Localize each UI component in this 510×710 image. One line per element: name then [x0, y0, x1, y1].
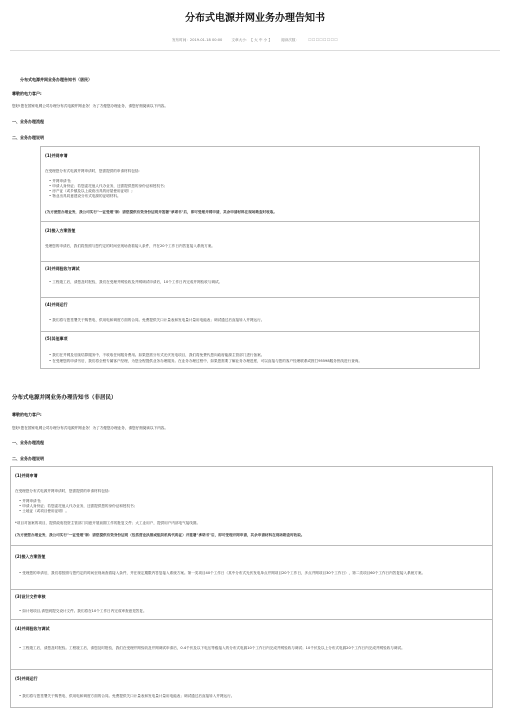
block-line: 在受理您分布式电源并网申请时，您需提供的申请材料包括: [45, 169, 140, 173]
part2-desc-heading: 二、业务办理说明 [12, 456, 44, 461]
published-date: 发布时间：2019-01-18 00:00 [171, 38, 223, 42]
part1-block-4 [41, 297, 479, 332]
block-line: *项目对备案的项目，提供政府投资主管部门同意开展前期工作的批复文件；大工业用户，提供用户内部电气接线图。 [15, 521, 201, 525]
block-heading: (3)并网验收与调试 [45, 266, 80, 271]
block-heading: (4)并网验收与调试 [15, 626, 50, 631]
block-line: (为方便您办理业务，我公司实行"一证受理"制：请您提供有效身份证明并签署"承诺书"后，即可受理并网申请，其余申请材料在现场勘查时收取。 [45, 210, 277, 214]
part2-flow-heading: 一、业务办理流程 [12, 440, 44, 445]
page-title: 分布式电源并网业务办理告知书 [185, 13, 325, 24]
block-heading: (1)并网申请 [15, 473, 38, 478]
block-line: • 受理您的申请后，我们将按照与您约定的时间至现场查看接入条件，并在规定期限内答复接入系统方案。第一类项目40个工作日（其中分布式光伏发电单点并网项目20个工作日，多点并网项目30个工作日），第二类项目60个工作日内答复接入系统方案。 [19, 571, 426, 575]
part1-subtitle: 分布式电源并网业务办理告知书（居民） [20, 77, 92, 82]
block-line: • 土地证（或项目使用证明）。 [19, 509, 69, 513]
part2-block-2 [11, 545, 492, 590]
part1-block-2 [41, 221, 479, 262]
title-divider [10, 50, 500, 51]
block-line: • 并网申请书; [49, 179, 72, 183]
block-line: • 我们在并网及后续结算服务中，不收取任何服务费用。如果您需分布式光伏发电项目，我们将免费代您向政府能源主管部门进行备案。 [49, 353, 265, 357]
article-meta [0, 37, 510, 43]
part2-info-table [10, 466, 493, 708]
part1-block-3 [41, 261, 479, 298]
view-count: 阅读次数： [281, 38, 300, 42]
part2-intro: 您好!您在国家电网公司办理分布式电源并网业务！为了方便您办理业务，请您仔细阅读以下内容。 [12, 426, 168, 430]
block-heading: (2)接入方案答复 [15, 554, 46, 559]
block-line: • 工程竣工后，请您及时报验，我们在受理并网验收及并网调试申请后，10个工作日内完成并网验收与调试。 [49, 280, 223, 284]
block-heading: (3)设计文件审核 [15, 594, 46, 599]
part2-block-3 [11, 589, 492, 620]
part2-block-1 [11, 467, 492, 545]
block-line: • 在受理您的申请书后，我们将全程专属客户经理，为您全程提供业务办理服务。在业务办理过程中，如果您需要了解业务办理进度，可以直接与您的客户经理联系或拨打95598服务热线进行查询。 [49, 359, 362, 363]
block-heading: (2)接入方案答复 [45, 228, 76, 233]
part2-subtitle: 分布式电源并网业务办理告知书（非居民） [12, 395, 117, 401]
block-line: • 房产证（或乡镇及以上政府出具的房屋使用证明）; [49, 189, 133, 193]
part1-flow-heading: 一、业务办理流程 [12, 119, 44, 124]
block-line: • 物业出具同意建设分布式电源的证明材料。 [49, 194, 121, 198]
part1-intro: 您好!您在国家电网公司办理分布式电源并网业务！为了方便您办理业务，请您仔细阅读以下内容。 [12, 104, 168, 108]
block-line: 在受理您分布式电源并网申请时，您需提供的申请材料包括: [15, 489, 110, 493]
block-line: • 并网申请书; [19, 499, 42, 503]
block-line: • 申请人身份证；若您委托他人代办业务，还需提供您的身份证和授权书; [19, 504, 135, 508]
block-line: 受理您的申请后，我们将按照与您约定的时间至现场查看接入条件，并在20个工作日内答复接入系统方案。 [45, 244, 215, 248]
share-icons[interactable]: ☐☐☐☐☐☐☐☐ [308, 38, 339, 42]
part2-block-4 [11, 619, 492, 670]
block-line: • 我们将与您签署关于购售电、供用电和调度方面的合同。免费提供关口计量表和发电量计量用电能表；调试通过后直接转入并网运行。 [19, 694, 235, 698]
block-heading: (4)并网运行 [45, 302, 68, 307]
font-size-switch[interactable]: 文章大小：【 大 中 小 】 [231, 38, 272, 42]
part1-info-table [40, 146, 480, 369]
part1-block-5 [41, 331, 479, 371]
part2-greeting: 尊敬的电力客户: [12, 412, 42, 417]
block-line: • 申请人身份证；若您委托他人代办业务，还需提供您的身份证和授权书; [49, 184, 165, 188]
block-line: • 工程竣工后，请您及时报验。工程竣工后，请您及时报验，我们在受理并网验收及并网调试申请后，0.4千伏及以下电压等级接入的分布式电源10个工作日内完成并网验收与调试；10千伏及以上分布式电源20个工作日内完成并网验收与调试。 [19, 646, 405, 650]
part1-greeting: 尊敬的电力客户: [12, 91, 42, 96]
part1-desc-heading: 二、业务办理说明 [12, 135, 44, 140]
block-line: • 如计划项目,请您到提交设计文件。我们将在10个工作日内完成审查意见答复。 [19, 609, 147, 613]
part2-block-5 [11, 669, 492, 710]
block-heading: (5)并网运行 [15, 676, 38, 681]
block-heading: (1)并网申请 [45, 153, 68, 158]
part1-block-1 [41, 147, 479, 221]
block-line: • 我们将与您签署关于购售电、供用电和调度方面的合同。免费提供关口计量表和发电量计量用电能表；调试通过后直接转入并网运行。 [49, 318, 265, 322]
block-heading: (5)其他事项 [45, 336, 68, 341]
block-line: (为方便您办理业务，我公司实行"一证受理"制：请您提供有效身份证明（包括营业执照或组织机构代码证）并签署"承诺书"后，即可受理并网申请，其余申请材料在现场勘查时收取。 [15, 533, 305, 537]
